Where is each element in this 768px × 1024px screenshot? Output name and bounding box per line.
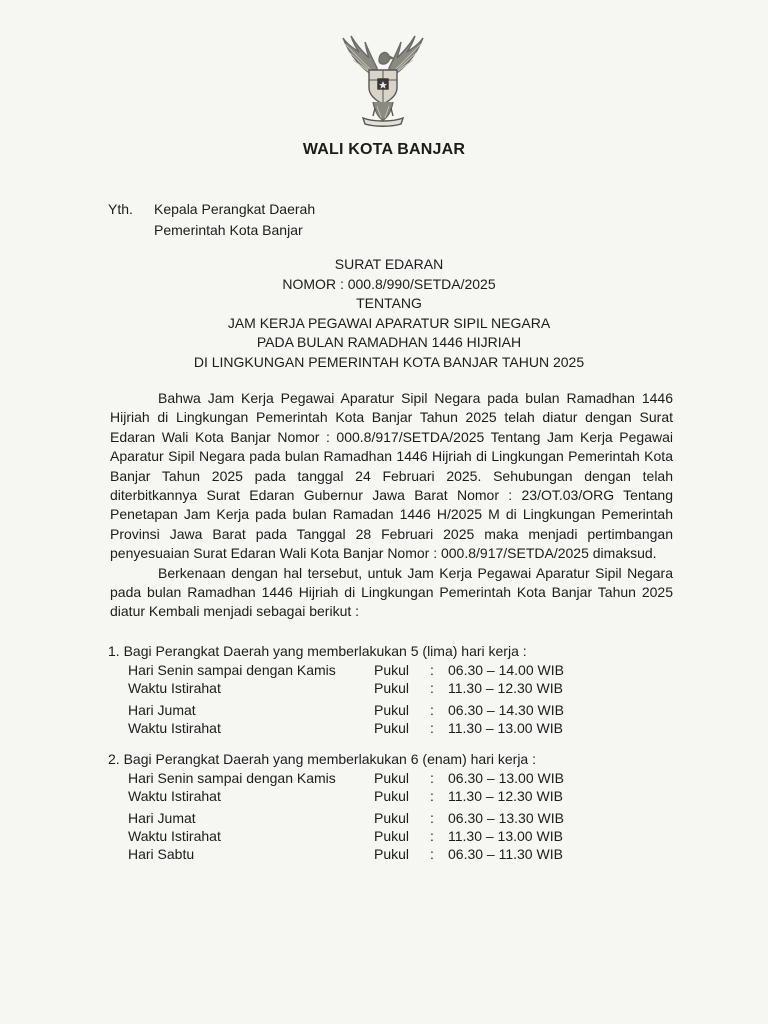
schedule-colon: : <box>430 810 434 826</box>
schedule-day: Waktu Istirahat <box>128 680 221 696</box>
schedule-colon: : <box>430 680 434 696</box>
addressee-line-2: Pemerintah Kota Banjar <box>154 222 303 238</box>
schedule-pukul: Pukul <box>374 828 410 844</box>
garuda-emblem-icon <box>333 30 433 130</box>
schedule-row <box>108 679 588 697</box>
schedule-time: 11.30 – 12.30 WIB <box>448 788 563 804</box>
schedule-day: Hari Jumat <box>128 702 196 718</box>
heading-letter-number: NOMOR : 000.8/990/SETDA/2025 <box>282 275 496 292</box>
schedule-day: Waktu Istirahat <box>128 720 221 736</box>
schedule-colon: : <box>430 702 434 718</box>
schedule-2-heading: 2. Bagi Perangkat Daerah yang memberlakukan 6 (enam) hari kerja : <box>108 751 536 767</box>
heading-subject-line-1: JAM KERJA PEGAWAI APARATUR SIPIL NEGARA <box>227 314 551 331</box>
schedule-row <box>108 719 588 737</box>
addressee-prefix: Yth. <box>108 201 133 217</box>
body-paragraph-2: Berkenaan dengan hal tersebut, untuk Jam Kerja Pegawai Aparatur Sipil Negara pada bulan Ramadhan 1446 Hijriah di Lingkungan Pemerintah Kota Banjar Tahun 2025 diatur Kembali menjadi sebagai berikut : <box>110 564 673 620</box>
letter-body <box>110 389 673 622</box>
schedule-pukul: Pukul <box>374 788 410 804</box>
schedule-colon: : <box>430 720 434 736</box>
schedule-time: 06.30 – 13.00 WIB <box>448 770 564 786</box>
schedule-colon: : <box>430 662 434 678</box>
schedule-day: Hari Sabtu <box>128 846 195 862</box>
schedule-pukul: Pukul <box>374 720 410 736</box>
schedule-row <box>108 769 588 787</box>
org-title: WALI KOTA BANJAR <box>302 141 466 158</box>
schedule-pukul: Pukul <box>374 702 410 718</box>
schedule-row <box>108 787 588 805</box>
schedule-colon: : <box>430 828 434 844</box>
schedule-day: Hari Jumat <box>128 810 196 826</box>
schedule-time: 06.30 – 14.00 WIB <box>448 662 564 678</box>
schedule-section-2 <box>108 750 588 863</box>
schedule-colon: : <box>430 788 434 804</box>
schedule-colon: : <box>430 770 434 786</box>
schedule-time: 06.30 – 11.30 WIB <box>448 846 563 862</box>
schedule-time: 06.30 – 13.30 WIB <box>448 810 564 826</box>
schedule-1-heading: 1. Bagi Perangkat Daerah yang memberlakukan 5 (lima) hari kerja : <box>108 643 527 659</box>
schedule-time: 11.30 – 13.00 WIB <box>448 720 563 736</box>
schedule-row <box>108 845 588 863</box>
schedule-row <box>108 661 588 679</box>
schedule-section-1 <box>108 642 588 737</box>
schedule-day: Waktu Istirahat <box>128 788 221 804</box>
schedule-row <box>108 809 588 827</box>
schedule-day: Hari Senin sampai dengan Kamis <box>128 662 336 678</box>
heading-about: TENTANG <box>356 295 422 311</box>
schedule-time: 11.30 – 13.00 WIB <box>448 828 563 844</box>
schedule-pukul: Pukul <box>374 846 410 862</box>
heading-subject-line-2: PADA BULAN RAMADHAN 1446 HIJRIAH <box>256 334 522 350</box>
schedule-day: Waktu Istirahat <box>128 828 221 844</box>
schedule-row <box>108 701 588 719</box>
schedule-time: 06.30 – 14.30 WIB <box>448 702 564 718</box>
letter-heading <box>0 255 768 372</box>
heading-subject-line-3: DI LINGKUNGAN PEMERINTAH KOTA BANJAR TAHUN 2025 <box>193 353 585 370</box>
schedule-colon: : <box>430 846 434 862</box>
schedule-pukul: Pukul <box>374 662 410 678</box>
schedule-row <box>108 827 588 845</box>
heading-letter-type: SURAT EDARAN <box>334 256 444 272</box>
schedule-pukul: Pukul <box>374 770 410 786</box>
schedule-day: Hari Senin sampai dengan Kamis <box>128 770 336 786</box>
body-paragraph-1: Bahwa Jam Kerja Pegawai Aparatur Sipil Negara pada bulan Ramadhan 1446 Hijriah di Lingkungan Pemerintah Kota Banjar Tahun 2025 telah diatur dengan Surat Edaran Wali Kota Banjar Nomor : 000.8/917/SETDA/2025 Tentang Jam Kerja Pegawai Aparatur Sipil Negara pada bulan Ramadhan 1446 Hijriah di Lingkungan Pemerintah Kota Banjar Tahun 2025 pada tanggal 24 Februari 2025. Sehubungan dengan telah diterbitkannya Surat Edaran Gubernur Jawa Barat Nomor : 23/OT.03/ORG Tentang Penetapan Jam Kerja pada bulan Ramadan 1446 H/2025 M di Lingkungan Pemerintah Provinsi Jawa Barat pada Tanggal 28 Februari 2025 maka menjadi pertimbangan penyesuaian Surat Edaran Wali Kota Banjar Nomor : 000.8/917/SETDA/2025 dimaksud. <box>110 390 673 562</box>
schedule-pukul: Pukul <box>374 680 410 696</box>
addressee-line-1: Kepala Perangkat Daerah <box>154 201 316 217</box>
addressee-block <box>108 199 315 241</box>
schedule-time: 11.30 – 12.30 WIB <box>448 680 563 696</box>
schedule-pukul: Pukul <box>374 810 410 826</box>
